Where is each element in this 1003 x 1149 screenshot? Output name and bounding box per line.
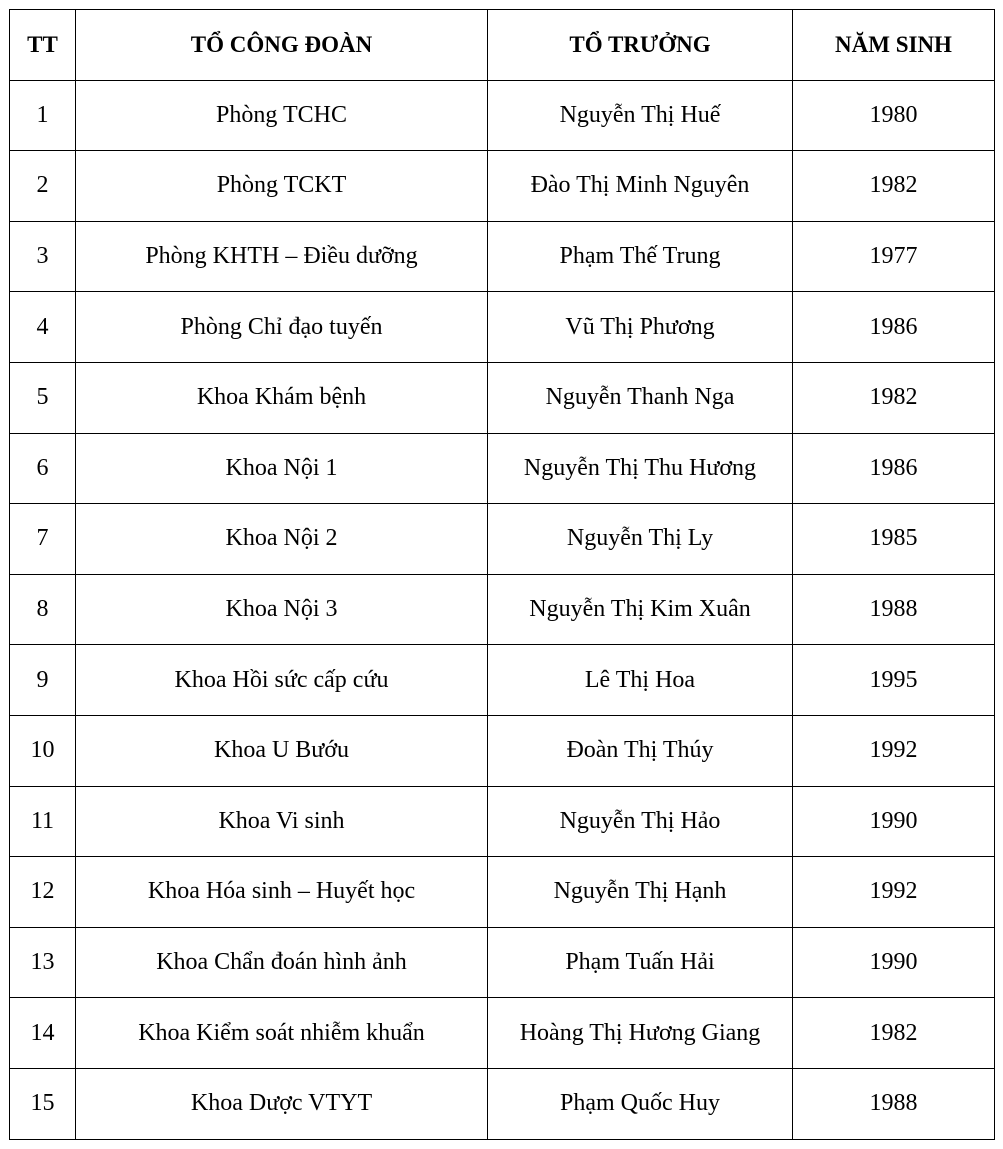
- cell-group-leader: Phạm Thế Trung: [488, 221, 793, 292]
- cell-birth-year: 1995: [793, 645, 995, 716]
- table-row: [10, 151, 995, 222]
- header-union-group: TỔ CÔNG ĐOÀN: [76, 10, 488, 81]
- union-leaders-table: [9, 9, 995, 1140]
- header-row: [10, 10, 995, 81]
- cell-union-group: Phòng TCHC: [76, 80, 488, 151]
- table-row: [10, 80, 995, 151]
- table-row: [10, 857, 995, 928]
- cell-group-leader: Đoàn Thị Thúy: [488, 715, 793, 786]
- cell-birth-year: 1977: [793, 221, 995, 292]
- table-row: [10, 574, 995, 645]
- table-row: [10, 362, 995, 433]
- cell-union-group: Khoa Nội 2: [76, 504, 488, 575]
- table-row: [10, 645, 995, 716]
- cell-union-group: Khoa Dược VTYT: [76, 1068, 488, 1139]
- table-row: [10, 927, 995, 998]
- cell-birth-year: 1980: [793, 80, 995, 151]
- cell-union-group: Khoa Chẩn đoán hình ảnh: [76, 927, 488, 998]
- cell-tt: 3: [10, 221, 76, 292]
- cell-group-leader: Vũ Thị Phương: [488, 292, 793, 363]
- cell-tt: 2: [10, 151, 76, 222]
- cell-tt: 12: [10, 857, 76, 928]
- table-row: [10, 433, 995, 504]
- cell-tt: 7: [10, 504, 76, 575]
- cell-tt: 1: [10, 80, 76, 151]
- cell-birth-year: 1992: [793, 715, 995, 786]
- cell-tt: 8: [10, 574, 76, 645]
- cell-group-leader: Phạm Tuấn Hải: [488, 927, 793, 998]
- cell-union-group: Phòng KHTH – Điều dưỡng: [76, 221, 488, 292]
- cell-tt: 5: [10, 362, 76, 433]
- cell-birth-year: 1986: [793, 433, 995, 504]
- cell-birth-year: 1985: [793, 504, 995, 575]
- cell-birth-year: 1986: [793, 292, 995, 363]
- cell-group-leader: Nguyễn Thị Hạnh: [488, 857, 793, 928]
- table-row: [10, 292, 995, 363]
- cell-union-group: Khoa Vi sinh: [76, 786, 488, 857]
- cell-group-leader: Nguyễn Thị Huế: [488, 80, 793, 151]
- cell-birth-year: 1988: [793, 574, 995, 645]
- cell-birth-year: 1982: [793, 151, 995, 222]
- table-body: [10, 80, 995, 1139]
- table-header: [10, 10, 995, 81]
- cell-birth-year: 1990: [793, 927, 995, 998]
- header-birth-year: NĂM SINH: [793, 10, 995, 81]
- table-row: [10, 221, 995, 292]
- cell-tt: 14: [10, 998, 76, 1069]
- cell-union-group: Khoa Nội 3: [76, 574, 488, 645]
- cell-tt: 11: [10, 786, 76, 857]
- table-row: [10, 1068, 995, 1139]
- cell-union-group: Khoa Nội 1: [76, 433, 488, 504]
- table-row: [10, 786, 995, 857]
- cell-group-leader: Nguyễn Thị Kim Xuân: [488, 574, 793, 645]
- cell-group-leader: Nguyễn Thị Ly: [488, 504, 793, 575]
- cell-group-leader: Nguyễn Thanh Nga: [488, 362, 793, 433]
- cell-group-leader: Nguyễn Thị Thu Hương: [488, 433, 793, 504]
- cell-union-group: Khoa Khám bệnh: [76, 362, 488, 433]
- cell-union-group: Khoa Hồi sức cấp cứu: [76, 645, 488, 716]
- table-row: [10, 715, 995, 786]
- cell-group-leader: Hoàng Thị Hương Giang: [488, 998, 793, 1069]
- cell-birth-year: 1992: [793, 857, 995, 928]
- cell-tt: 4: [10, 292, 76, 363]
- cell-tt: 9: [10, 645, 76, 716]
- cell-tt: 15: [10, 1068, 76, 1139]
- cell-group-leader: Phạm Quốc Huy: [488, 1068, 793, 1139]
- cell-union-group: Phòng TCKT: [76, 151, 488, 222]
- cell-union-group: Khoa Kiểm soát nhiễm khuẩn: [76, 998, 488, 1069]
- cell-group-leader: Nguyễn Thị Hảo: [488, 786, 793, 857]
- cell-tt: 13: [10, 927, 76, 998]
- cell-tt: 6: [10, 433, 76, 504]
- header-group-leader: TỔ TRƯỞNG: [488, 10, 793, 81]
- cell-birth-year: 1988: [793, 1068, 995, 1139]
- cell-union-group: Khoa U Bướu: [76, 715, 488, 786]
- header-tt: TT: [10, 10, 76, 81]
- cell-union-group: Phòng Chỉ đạo tuyến: [76, 292, 488, 363]
- cell-birth-year: 1990: [793, 786, 995, 857]
- table-row: [10, 504, 995, 575]
- table-row: [10, 998, 995, 1069]
- cell-group-leader: Đào Thị Minh Nguyên: [488, 151, 793, 222]
- cell-birth-year: 1982: [793, 998, 995, 1069]
- cell-tt: 10: [10, 715, 76, 786]
- cell-union-group: Khoa Hóa sinh – Huyết học: [76, 857, 488, 928]
- cell-group-leader: Lê Thị Hoa: [488, 645, 793, 716]
- cell-birth-year: 1982: [793, 362, 995, 433]
